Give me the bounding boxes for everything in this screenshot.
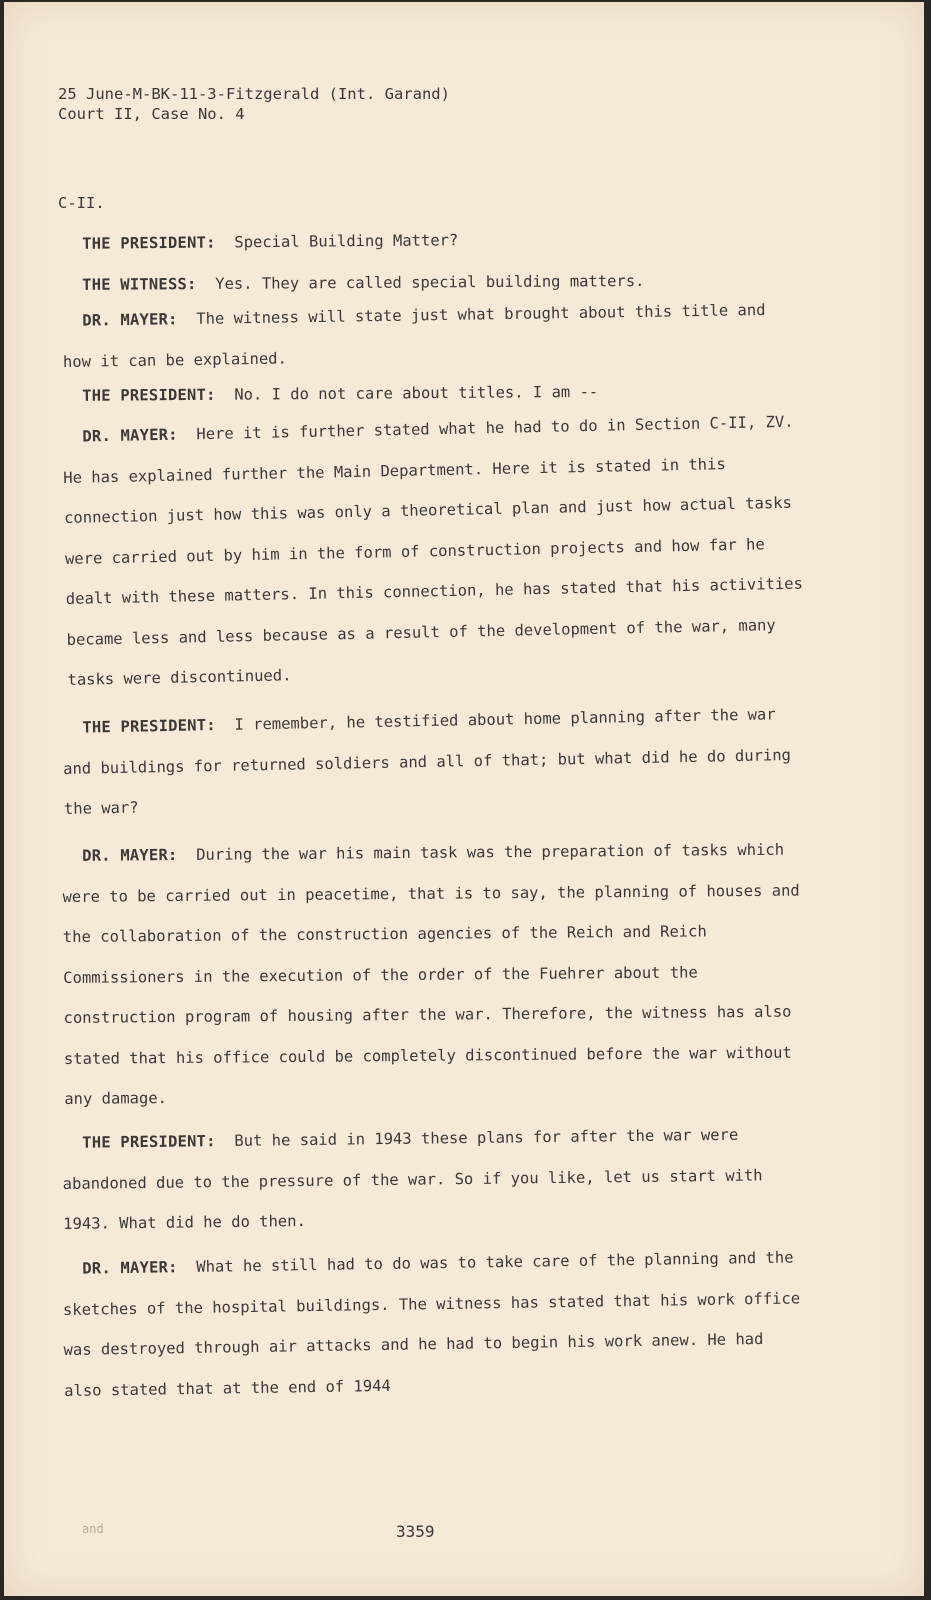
paragraph bbox=[62, 829, 804, 1119]
paragraph-text: I remember, he testified about home planning after the war and buildings for returned soldiers and all of that; but what did he do during the war? bbox=[62, 705, 792, 818]
speaker: THE PRESIDENT: bbox=[82, 385, 216, 405]
speaker: DR. MAYER: bbox=[82, 1257, 178, 1278]
paragraph bbox=[62, 401, 808, 700]
paragraph bbox=[62, 1114, 803, 1245]
document-page bbox=[4, 2, 924, 1596]
paragraph bbox=[62, 289, 803, 382]
speaker: THE WITNESS: bbox=[82, 274, 197, 294]
paragraph-text: No. I do not care about titles. I am -- bbox=[234, 382, 599, 404]
paragraph bbox=[62, 217, 802, 265]
section-label: C-II. bbox=[58, 194, 105, 212]
paragraph-text: During the war his main task was the preparation of tasks which were to be carried out in peacetime, that is to say, the planning of houses and the collaboration of the construction agencies of the Reich and Reich Commissioners in the execution of the order of the Fuehrer about the construction program of housing after the war. Therefore, the witness has also stated that his office could be completely discontinued before the war without any damage. bbox=[62, 840, 800, 1108]
speaker: DR. MAYER: bbox=[82, 310, 178, 330]
paragraph-text: The witness will state just what brought about this title and how it can be explained. bbox=[62, 300, 766, 371]
transcript-body bbox=[62, 224, 802, 1411]
header-line-1: 25 June-M-BK-11-3-Fitzgerald (Int. Garand) bbox=[58, 85, 450, 103]
speaker: DR. MAYER: bbox=[82, 845, 178, 865]
paragraph bbox=[62, 694, 804, 830]
speaker: THE PRESIDENT: bbox=[82, 1132, 216, 1152]
typist-initials: and bbox=[82, 1522, 104, 1536]
paragraph-text: Yes. They are called special building matters. bbox=[215, 271, 645, 293]
paragraph-text: Special Building Matter? bbox=[234, 231, 459, 252]
paragraph-text: Here it is further stated what he had to do in Section C-II, ZV. He has explained further the Main Department. Here it is stated in this connection just how this was only a theoretical plan and just how actual tasks were carried out by him in the form of construction projects and how far he dealt with these matters. In this connection, he has stated that his activities became less and less because as a result of the development of the war, many tasks were discontinued. bbox=[63, 412, 804, 689]
paragraph-text: But he said in 1943 these plans for after the war were abandoned due to the pressure of the war. So if you like, let us start with 1943. What did he do then. bbox=[62, 1125, 763, 1233]
header-line-2: Court II, Case No. 4 bbox=[58, 105, 245, 123]
paragraph-text: What he still had to do was to take care of the planning and the sketches of the hospital buildings. The witness has stated that his work office was destroyed through air attacks and he had to begin his work anew. He had also stated that at the end of 1944 bbox=[62, 1248, 801, 1399]
page-number: 3359 bbox=[396, 1522, 435, 1541]
speaker: THE PRESIDENT: bbox=[82, 716, 216, 737]
paragraph bbox=[62, 1237, 804, 1411]
speaker: THE PRESIDENT: bbox=[82, 233, 216, 253]
speaker: DR. MAYER: bbox=[82, 425, 178, 446]
transcript-header bbox=[58, 84, 450, 124]
